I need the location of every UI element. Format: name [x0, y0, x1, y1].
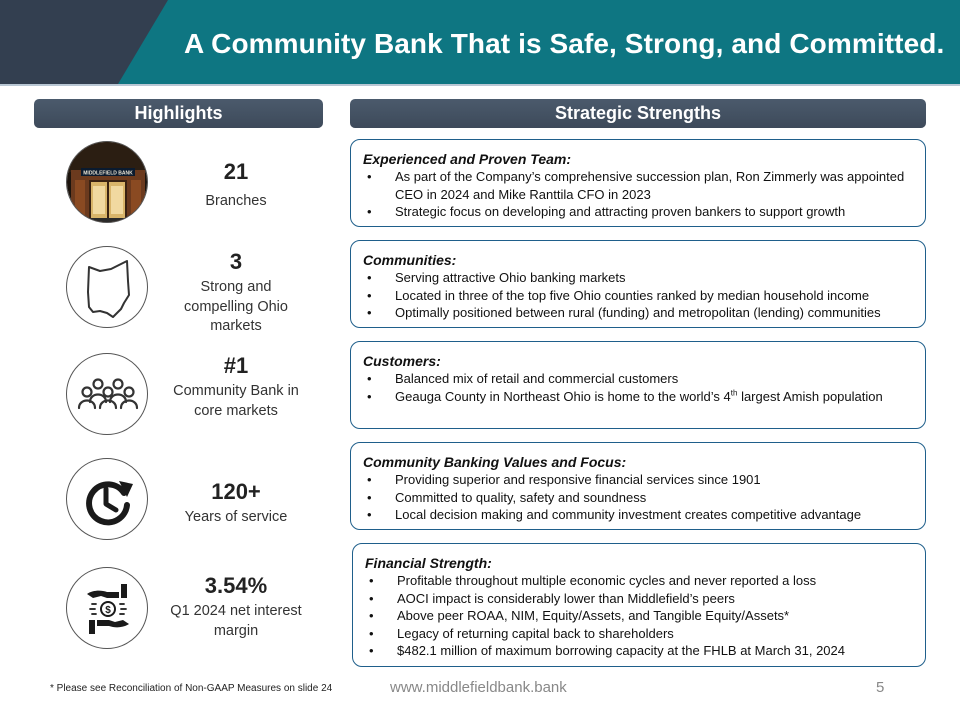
bullet-list	[363, 168, 913, 221]
highlight-years-of-service	[168, 478, 304, 528]
highlights-heading: Highlights	[34, 99, 323, 128]
slide-header	[0, 0, 960, 84]
list-item: • Located in three of the top five Ohio counties ranked by median household income	[367, 287, 870, 303]
highlight-value: 3.54%	[204, 573, 268, 598]
highlight-label: Community Bank in core markets	[173, 383, 299, 419]
money-hands-icon	[66, 567, 148, 649]
ohio-map-icon	[66, 246, 148, 328]
strength-box-communities	[350, 240, 926, 328]
list-item: • Above peer ROAA, NIM, Equity/Assets, and Tangible Equity/Assets*	[369, 608, 790, 624]
list-item: • Local decision making and community investment creates competitive advantage	[367, 507, 862, 523]
list-item: • Balanced mix of retail and commercial customers	[367, 371, 679, 386]
bullet-list	[363, 269, 913, 322]
strength-box-customers	[350, 341, 926, 429]
header-divider	[0, 84, 960, 86]
list-item: • Profitable throughout multiple economic cycles and never reported a loss	[369, 573, 817, 588]
box-title: Experienced and Proven Team:	[363, 151, 571, 167]
list-item: • Committed to quality, safety and soundness	[367, 489, 647, 505]
list-item: • AOCI impact is considerably lower than Middlefield’s peers	[369, 590, 735, 606]
storefront-sign: MIDDLEFIELD BANK	[83, 170, 133, 177]
box-title: Communities:	[363, 252, 457, 268]
highlight-label: Strong and compelling Ohio markets	[184, 279, 288, 334]
page-title: A Community Bank That is Safe, Strong, and Committed.	[184, 28, 945, 59]
highlight-label: Q1 2024 net interest margin	[170, 603, 302, 639]
highlight-branches	[168, 158, 304, 212]
list-item: • Legacy of returning capital back to shareholders	[369, 625, 674, 641]
list-item: • Strategic focus on developing and attracting proven bankers to support growth	[367, 204, 846, 220]
highlight-value: 120+	[211, 479, 261, 504]
strategic-strengths-heading: Strategic Strengths	[350, 99, 926, 128]
bank-storefront-photo	[66, 141, 148, 223]
list-item: • Optimally positioned between rural (funding) and metropolitan (lending) communities	[367, 305, 881, 321]
box-title: Financial Strength:	[365, 555, 492, 571]
highlight-community-bank	[168, 352, 304, 421]
highlight-label: Years of service	[184, 509, 288, 525]
highlight-value: 21	[223, 159, 249, 184]
highlight-ohio-markets	[168, 248, 304, 337]
footnote: * Please see Reconciliation of Non-GAAP Measures on slide 24	[50, 683, 333, 694]
list-item: • Serving attractive Ohio banking markets	[367, 270, 626, 285]
website-link[interactable]: www.middlefieldbank.bank	[390, 679, 567, 696]
list-item: • $482.1 million of maximum borrowing capacity at the FHLB at March 31, 2024	[369, 643, 845, 659]
list-item: • Geauga County in Northeast Ohio is home to the world’s 4th largest Amish population	[367, 388, 883, 404]
strength-box-team	[350, 139, 926, 227]
people-group-icon	[66, 353, 148, 435]
highlight-value: 3	[229, 249, 243, 274]
box-title: Community Banking Values and Focus:	[363, 454, 627, 470]
strength-box-values	[350, 442, 926, 530]
highlight-label: Branches	[205, 193, 267, 209]
highlight-net-interest-margin	[168, 572, 304, 641]
list-item: • As part of the Company’s comprehensive succession plan, Ron Zimmerly was appointed CEO in 2024 and Mike Ranttila CFO in 2023	[367, 169, 905, 202]
history-clock-icon	[66, 458, 148, 540]
page-number: 5	[876, 679, 885, 696]
bullet-list	[365, 572, 913, 660]
strength-box-financial	[352, 543, 926, 667]
dollar-sign-icon: $	[105, 605, 111, 616]
bullet-list	[363, 471, 913, 524]
highlight-value: #1	[223, 353, 249, 378]
bullet-list	[363, 370, 913, 405]
list-item: • Providing superior and responsive financial services since 1901	[367, 472, 761, 487]
box-title: Customers:	[363, 353, 441, 369]
